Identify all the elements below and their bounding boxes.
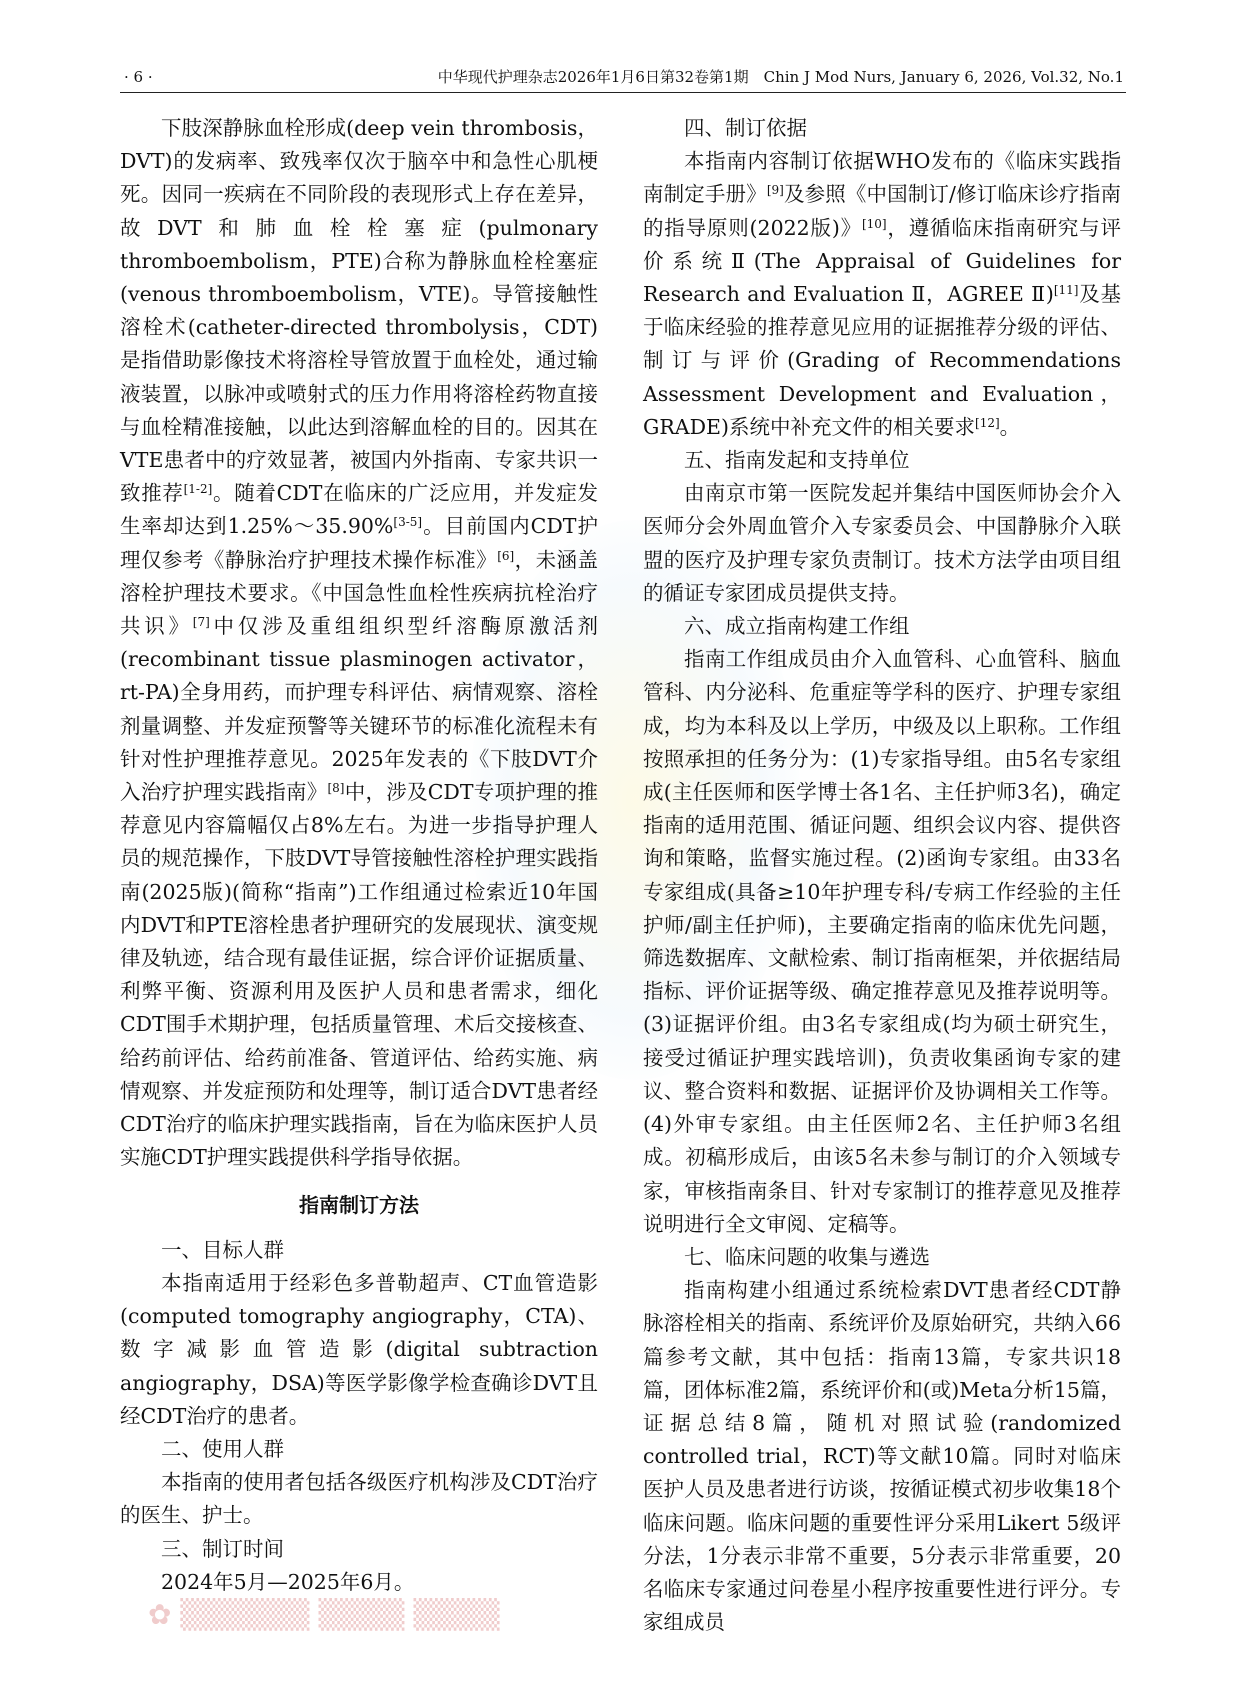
paragraph: 2024年5月—2025年6月。 — [161, 1569, 415, 1594]
paragraph: 本指南的使用者包括各级医疗机构涉及CDT治疗的医生、护士。 — [120, 1470, 598, 1528]
running-header — [120, 66, 1126, 93]
subsection-heading: 三、制订时间 — [161, 1536, 284, 1561]
journal-running-title: 中华现代护理杂志2026年1月6日第32卷第1期 Chin J Mod Nurs, January 6, 2026, Vol.32, No.1 — [437, 68, 1124, 86]
paragraph: 由南京市第一医院发起并集结中国医师协会介入医师分会外周血管介入专家委员会、中国静脉介入联盟的医疗及护理专家负责制订。技术方法学由项目组的循证专家团成员提供支持。 — [643, 481, 1121, 605]
citation: [12] — [975, 415, 1000, 430]
citation: [8] — [327, 780, 345, 795]
citation: [6] — [497, 548, 515, 563]
citation: [10] — [861, 216, 887, 231]
intro-paragraph: 下肢深静脉血栓形成(deep vein thrombosis，DVT)的发病率、致残率仅次于脑卒中和急性心肌梗死。因同一疾病在不同阶段的表现形式上存在差异，故DVT和肺血栓栓塞症(pulmonary thromboembolism，PTE)合称为静脉血栓栓塞症(venous thromboembolism，VTE)。导管接触性溶栓术(catheter-directed thrombolysis，CDT)是指借助影像技术将溶栓导管放置于血栓处，通过输液装置，以脉冲或喷射式的压力作用将溶栓药物直接与血栓精准接触，以此达到溶解血栓的目的。因其在VTE患者中的疗效显著，被国内外指南、专家共识一致推荐[1-2]。随着CDT在临床的广泛应用，并发症发生率却达到1.25%～35.90%[3-5]。目前国内CDT护理仅参考《静脉治疗护理技术操作标准》[6]，未涵盖溶栓护理技术要求。《中国急性血栓性疾病抗栓治疗共识》[7]中仅涉及重组组织型纤溶酶原激活剂(recombinant tissue plasminogen activator，rt-PA)全身用药，而护理专科评估、病情观察、溶栓剂量调整、并发症预警等关键环节的标准化流程未有针对性护理推荐意见。2025年发表的《下肢DVT介入治疗护理实践指南》[8]中，涉及CDT专项护理的推荐意见内容篇幅仅占8%左右。为进一步指导护理人员的规范操作，下肢DVT导管接触性溶栓护理实践指南(2025版)(简称“指南”)工作组通过检索近10年国内DVT和PTE溶栓患者护理研究的发展现状、演变规律及轨迹，结合现有最佳证据，综合评价证据质量、利弊平衡、资源利用及医护人员和患者需求，细化CDT围手术期护理，包括质量管理、术后交接核查、给药前评估、给药前准备、管道评估、给药实施、病情观察、并发症预防和处理等，制订适合DVT患者经CDT治疗的临床护理实践指南，旨在为临床医护人员实施CDT护理实践提供科学指导依据。 — [120, 116, 599, 1170]
citation: [3-5] — [393, 515, 423, 530]
paragraph: 指南构建小组通过系统检索DVT患者经CDT静脉溶栓相关的指南、系统评价及原始研究，共纳入66篇参考文献，其中包括：指南13篇，专家共识18篇，团体标准2篇，系统评价和(或)Meta分析15篇，证据总结8篇，随机对照试验(randomized controlled trial，RCT)等文献10篇。同时对临床医护人员及患者进行访谈，按循证模式初步收集18个临床问题。临床问题的重要性评分采用Likert 5级评分法，1分表示非常不重要，5分表示非常重要，20名临床专家通过问卷星小程序按重要性进行评分。专家组成员 — [643, 1278, 1121, 1635]
right-column — [643, 112, 1121, 1639]
page-number: · 6 · — [124, 68, 153, 86]
subsection-heading: 七、临床问题的收集与遴选 — [684, 1244, 930, 1269]
left-column — [120, 112, 598, 1599]
subsection-heading: 六、成立指南构建工作组 — [684, 614, 910, 639]
paragraph: 指南工作组成员由介入血管科、心血管科、脑血管科、内分泌科、危重症等学科的医疗、护理专家组成，均为本科及以上学历，中级及以上职称。工作组按照承担的任务分为：(1)专家指导组。由5名专家组成(主任医师和医学博士各1名、主任护师3名)，确定指南的适用范围、循证问题、组织会议内容、提供咨询和策略，监督实施过程。(2)函询专家组。由33名专家组成(具备≥10年护理专科/专病工作经验的主任护师/副主任护师)，主要确定指南的临床优先问题，筛选数据库、文献检索、制订指南框架，并依据结局指标、评价证据等级、确定推荐意见及推荐说明等。(3)证据评价组。由3名专家组成(均为硕士研究生，接受过循证护理实践培训)，负责收集函询专家的建议、整合资料和数据、证据评价及协调相关工作等。(4)外审专家组。由主任医师2名、主任护师3名组成。初稿形成后，由该5名未参与制订的介入领域专家，审核指南条目、针对专家制订的推荐意见及推荐说明进行全文审阅、定稿等。 — [643, 647, 1121, 1236]
paragraph: 本指南内容制订依据WHO发布的《临床实践指南制定手册》[9]及参照《中国制订/修订临床诊疗指南的指导原则(2022版)》[10]，遵循临床指南研究与评价系统Ⅱ(The Appraisal of Guidelines for Research and Evaluation Ⅱ，AGREE Ⅱ)[11]及基于临床经验的推荐意见应用的证据推荐分级的评估、制订与评价(Grading of Recommendations Assessment Development and Evaluation，GRADE)系统中补充文件的相关要求[12]。 — [643, 149, 1122, 439]
subsection-heading: 一、目标人群 — [161, 1237, 284, 1262]
citation: [9] — [766, 183, 784, 198]
subsection-heading: 二、使用人群 — [161, 1436, 284, 1461]
citation: [7] — [192, 614, 210, 629]
subsection-heading: 四、制订依据 — [684, 116, 807, 140]
publisher-logo-watermark: ✿ ▒▒▒▒▒▒ ▒▒▒▒ ▒▒▒▒ — [148, 1598, 500, 1631]
paragraph: 本指南适用于经彩色多普勒超声、CT血管造影(computed tomography angiography，CTA)、数字减影血管造影(digital subtraction angiography，DSA)等医学影像学检查确诊DVT且经CDT治疗的患者。 — [120, 1270, 598, 1428]
citation: [11] — [1053, 282, 1079, 297]
citation: [1-2] — [183, 482, 213, 497]
subsection-heading: 五、指南发起和支持单位 — [684, 448, 910, 473]
section-title: 指南制订方法 — [299, 1192, 419, 1217]
